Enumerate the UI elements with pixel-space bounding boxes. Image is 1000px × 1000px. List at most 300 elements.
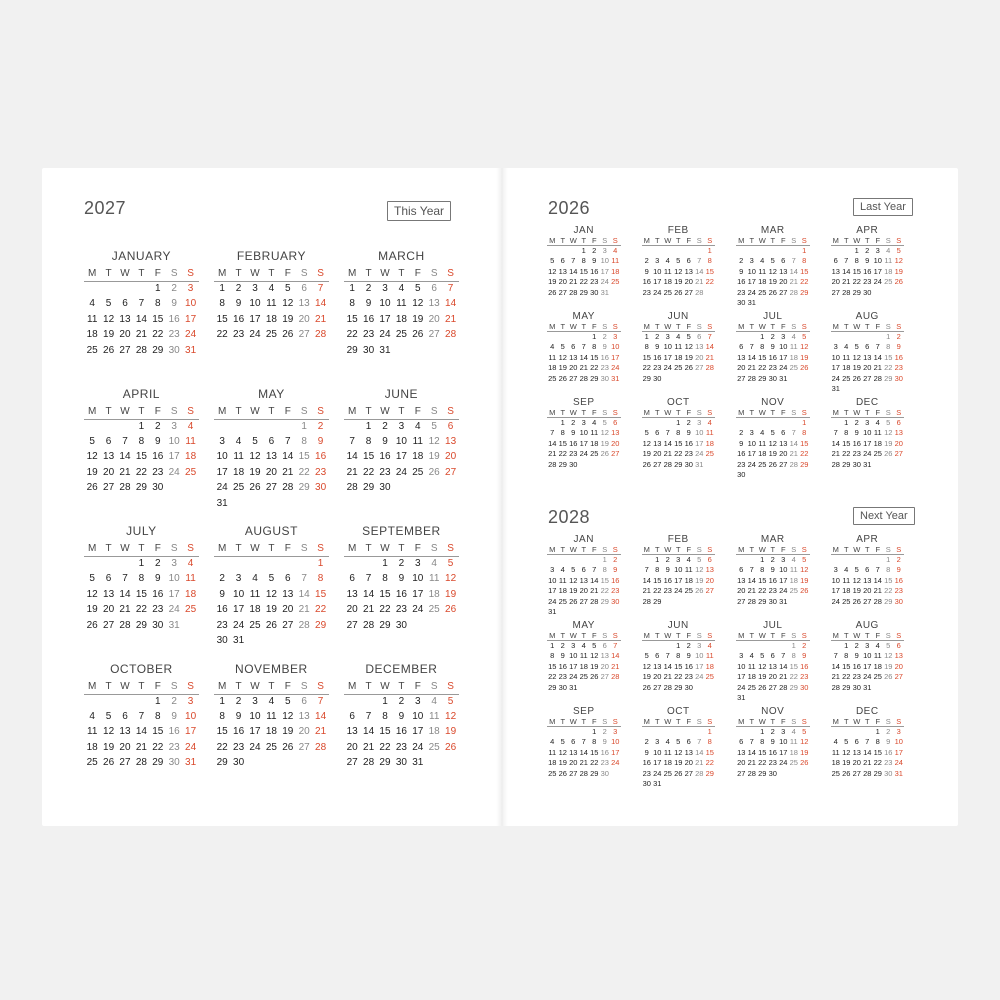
day-cell: 26 bbox=[674, 287, 683, 297]
day-cell: 21 bbox=[135, 329, 147, 341]
day-cell: 30 bbox=[884, 768, 893, 778]
day-cell: 29 bbox=[558, 459, 567, 469]
day-cell: 23 bbox=[600, 363, 609, 373]
day-cell: 20 bbox=[863, 586, 872, 596]
day-cell: 6 bbox=[447, 420, 454, 432]
day-cell: 8 bbox=[676, 651, 681, 661]
day-cell: 26 bbox=[800, 758, 809, 768]
day-cell: 23 bbox=[684, 672, 693, 682]
day-cell: 23 bbox=[233, 329, 245, 341]
day-cell: 8 bbox=[138, 573, 145, 585]
day-cell: 20 bbox=[779, 277, 788, 287]
day-cell: 17 bbox=[663, 352, 672, 362]
weekday-label: S bbox=[801, 717, 807, 726]
weekday-label: S bbox=[801, 545, 807, 554]
day-cell: 9 bbox=[155, 573, 161, 585]
day-cell: 16 bbox=[768, 575, 777, 585]
day-cell: 30 bbox=[768, 596, 777, 606]
day-cell: 6 bbox=[781, 256, 786, 266]
day-cell: 4 bbox=[886, 246, 891, 255]
day-cell: 30 bbox=[395, 757, 407, 769]
day-cell: 24 bbox=[663, 363, 672, 373]
day-cell: 21 bbox=[315, 313, 327, 325]
weekday-label: S bbox=[430, 268, 438, 279]
day-cell: 22 bbox=[884, 363, 893, 373]
weekday-label: S bbox=[707, 236, 713, 245]
weekday-label: S bbox=[300, 680, 308, 692]
day-cell: 24 bbox=[379, 329, 391, 341]
last-year-title: 2026 bbox=[548, 198, 591, 218]
day-cell: 10 bbox=[185, 710, 197, 722]
day-cell: 12 bbox=[852, 575, 861, 585]
day-cell: 10 bbox=[611, 342, 620, 352]
day-cell: 8 bbox=[854, 256, 859, 266]
day-cell: 11 bbox=[429, 710, 440, 722]
weekday-label: T bbox=[654, 545, 660, 554]
day-cell: 26 bbox=[86, 482, 98, 494]
day-cell: 9 bbox=[317, 435, 324, 447]
day-cell: 10 bbox=[185, 298, 197, 310]
day-cell: 14 bbox=[282, 451, 294, 463]
day-cell: 2 bbox=[802, 641, 807, 650]
day-cell: 10 bbox=[611, 737, 620, 747]
day-cell: 9 bbox=[896, 342, 901, 352]
weekday-rule bbox=[84, 694, 199, 695]
day-cell: 28 bbox=[873, 373, 882, 383]
day-cell: 21 bbox=[119, 466, 131, 478]
day-cell: 22 bbox=[152, 329, 164, 341]
day-cell: 26 bbox=[768, 459, 777, 469]
day-cell: 28 bbox=[119, 482, 131, 494]
day-cell: 19 bbox=[842, 758, 851, 768]
day-cell: 16 bbox=[233, 313, 245, 325]
day-cell: 14 bbox=[747, 352, 756, 362]
day-cell: 27 bbox=[346, 619, 358, 631]
day-cell: 1 bbox=[760, 332, 765, 341]
day-cell: 23 bbox=[168, 741, 180, 753]
weekday-label: W bbox=[664, 717, 672, 726]
day-cell: 29 bbox=[135, 482, 147, 494]
day-cell: 15 bbox=[135, 451, 147, 463]
weekday-label: F bbox=[875, 322, 881, 331]
weekday-label: M bbox=[738, 408, 745, 417]
day-cell: 6 bbox=[431, 283, 437, 294]
weekday-label: T bbox=[770, 631, 776, 640]
day-cell: 13 bbox=[579, 575, 588, 585]
day-cell: 19 bbox=[642, 672, 651, 682]
day-cell: 26 bbox=[282, 329, 294, 341]
day-cell: 13 bbox=[428, 298, 440, 310]
weekday-label: W bbox=[758, 545, 766, 554]
day-cell: 3 bbox=[781, 555, 786, 564]
day-cell: 14 bbox=[831, 661, 840, 671]
day-cell: 30 bbox=[590, 287, 599, 297]
day-cell: 2 bbox=[317, 420, 324, 432]
day-cell: 8 bbox=[644, 342, 649, 352]
day-cell: 3 bbox=[382, 283, 388, 294]
day-cell: 24 bbox=[831, 596, 840, 606]
day-cell: 7 bbox=[875, 565, 880, 575]
day-cell: 3 bbox=[896, 727, 901, 736]
day-cell: 2 bbox=[155, 558, 161, 569]
day-cell: 31 bbox=[653, 779, 662, 788]
day-cell: 6 bbox=[301, 695, 307, 707]
day-cell: 13 bbox=[611, 428, 620, 438]
day-cell: 18 bbox=[789, 747, 798, 757]
day-cell: 8 bbox=[875, 737, 880, 747]
day-cell: 10 bbox=[695, 428, 704, 438]
day-cell: 16 bbox=[152, 588, 164, 600]
day-cell: 2 bbox=[686, 641, 691, 650]
weekday-label: F bbox=[154, 268, 161, 279]
day-cell: 10 bbox=[379, 298, 391, 310]
day-cell: 23 bbox=[315, 466, 327, 478]
weekday-label: T bbox=[770, 322, 776, 331]
weekday-label: S bbox=[430, 543, 438, 554]
weekday-label: T bbox=[654, 322, 660, 331]
day-cell: 14 bbox=[747, 575, 756, 585]
day-cell: 5 bbox=[886, 418, 891, 427]
day-cell: 31 bbox=[894, 768, 903, 778]
day-cell: 12 bbox=[103, 726, 115, 738]
day-cell: 9 bbox=[219, 588, 225, 600]
weekday-label: S bbox=[430, 405, 438, 417]
day-cell: 6 bbox=[833, 256, 838, 266]
weekday-label: F bbox=[686, 545, 692, 554]
day-cell: 2 bbox=[602, 727, 607, 736]
day-cell: 15 bbox=[363, 451, 375, 463]
weekday-label: F bbox=[154, 543, 161, 554]
day-cell: 9 bbox=[613, 565, 618, 575]
day-cell: 3 bbox=[415, 558, 421, 569]
weekday-label: T bbox=[864, 717, 870, 726]
day-cell: 29 bbox=[135, 619, 147, 631]
day-cell: 11 bbox=[789, 342, 798, 352]
day-cell: 15 bbox=[884, 575, 893, 585]
day-cell: 20 bbox=[265, 466, 277, 478]
day-cell: 17 bbox=[168, 451, 180, 463]
day-cell: 28 bbox=[779, 682, 788, 692]
day-cell: 25 bbox=[705, 449, 714, 459]
weekday-label: T bbox=[581, 631, 587, 640]
day-cell: 6 bbox=[655, 651, 660, 661]
day-cell: 15 bbox=[135, 588, 147, 600]
day-cell: 31 bbox=[379, 344, 391, 356]
day-cell: 13 bbox=[103, 451, 115, 463]
weekday-label: T bbox=[843, 545, 849, 554]
weekday-label: M bbox=[218, 543, 227, 554]
day-cell: 19 bbox=[558, 758, 567, 768]
day-cell: 13 bbox=[298, 710, 310, 722]
day-cell: 25 bbox=[747, 682, 756, 692]
day-cell: 2 bbox=[382, 420, 388, 432]
day-cell: 18 bbox=[395, 313, 407, 325]
day-cell: 20 bbox=[298, 726, 310, 738]
day-cell: 9 bbox=[644, 266, 649, 276]
day-cell: 5 bbox=[770, 428, 775, 438]
day-cell: 1 bbox=[382, 695, 388, 707]
day-cell: 23 bbox=[363, 329, 375, 341]
weekday-label: S bbox=[317, 268, 324, 279]
weekday-label: T bbox=[560, 545, 566, 554]
day-cell: 2 bbox=[770, 555, 775, 564]
day-cell: 5 bbox=[644, 651, 649, 661]
day-cell: 27 bbox=[265, 482, 277, 494]
day-cell: 18 bbox=[758, 277, 767, 287]
day-cell: 12 bbox=[884, 651, 893, 661]
day-cell: 21 bbox=[695, 277, 704, 287]
day-cell: 1 bbox=[676, 418, 681, 427]
day-cell: 28 bbox=[831, 682, 840, 692]
day-cell: 28 bbox=[789, 287, 798, 297]
day-cell: 22 bbox=[884, 586, 893, 596]
day-cell: 27 bbox=[119, 344, 131, 356]
month-name: MAR bbox=[760, 534, 785, 545]
day-cell: 30 bbox=[800, 682, 809, 692]
day-cell: 7 bbox=[749, 342, 754, 352]
month-name: OCTOBER bbox=[110, 661, 173, 676]
day-cell: 8 bbox=[655, 565, 660, 575]
day-cell: 5 bbox=[447, 695, 454, 707]
weekday-label: T bbox=[770, 236, 776, 245]
day-cell: 12 bbox=[558, 747, 567, 757]
day-cell: 19 bbox=[558, 363, 567, 373]
day-cell: 19 bbox=[852, 586, 861, 596]
day-cell: 1 bbox=[317, 558, 324, 569]
day-cell: 5 bbox=[89, 573, 95, 585]
weekday-label: S bbox=[696, 545, 702, 554]
day-cell: 15 bbox=[800, 266, 809, 276]
day-cell: 30 bbox=[863, 287, 872, 297]
day-cell: 14 bbox=[579, 352, 588, 362]
day-cell: 29 bbox=[674, 682, 683, 692]
day-cell: 6 bbox=[268, 435, 275, 447]
day-cell: 16 bbox=[800, 661, 809, 671]
weekday-label: S bbox=[896, 631, 902, 640]
weekday-label: F bbox=[780, 545, 786, 554]
day-cell: 22 bbox=[600, 586, 609, 596]
day-cell: 13 bbox=[684, 266, 693, 276]
day-cell: 14 bbox=[695, 266, 704, 276]
weekday-label: F bbox=[414, 543, 421, 554]
weekday-label: S bbox=[187, 268, 194, 279]
weekday-label: W bbox=[250, 543, 260, 554]
weekday-label: W bbox=[853, 408, 861, 417]
day-cell: 21 bbox=[831, 449, 840, 459]
day-cell: 3 bbox=[833, 342, 838, 352]
weekday-label: S bbox=[791, 322, 797, 331]
day-cell: 28 bbox=[298, 619, 310, 631]
day-cell: 3 bbox=[252, 695, 258, 707]
month-name: AUG bbox=[855, 311, 879, 322]
day-cell: 6 bbox=[697, 332, 702, 341]
day-cell: 8 bbox=[155, 710, 161, 722]
day-cell: 10 bbox=[674, 565, 683, 575]
day-cell: 10 bbox=[395, 435, 407, 447]
day-cell: 5 bbox=[571, 565, 576, 575]
day-cell: 22 bbox=[653, 586, 662, 596]
weekday-label: T bbox=[268, 268, 275, 279]
day-cell: 21 bbox=[663, 672, 672, 682]
day-cell: 23 bbox=[642, 768, 651, 778]
day-cell: 20 bbox=[579, 586, 588, 596]
day-cell: 8 bbox=[219, 298, 225, 310]
day-cell: 16 bbox=[863, 266, 872, 276]
day-cell: 14 bbox=[873, 575, 882, 585]
weekday-label: M bbox=[643, 631, 650, 640]
day-cell: 24 bbox=[653, 287, 662, 297]
weekday-label: T bbox=[654, 236, 660, 245]
day-cell: 5 bbox=[844, 737, 849, 747]
day-cell: 21 bbox=[298, 604, 310, 616]
day-cell: 2 bbox=[560, 641, 565, 650]
day-cell: 20 bbox=[611, 438, 620, 448]
day-cell: 16 bbox=[894, 575, 903, 585]
day-cell: 13 bbox=[569, 352, 578, 362]
weekday-label: T bbox=[581, 717, 587, 726]
day-cell: 14 bbox=[363, 588, 375, 600]
day-cell: 15 bbox=[152, 726, 164, 738]
day-cell: 27 bbox=[894, 449, 903, 459]
weekday-label: M bbox=[832, 408, 839, 417]
day-cell: 19 bbox=[758, 672, 767, 682]
day-cell: 12 bbox=[884, 428, 893, 438]
weekday-label: F bbox=[284, 543, 291, 554]
day-cell: 22 bbox=[379, 741, 391, 753]
day-cell: 4 bbox=[252, 573, 258, 585]
day-cell: 28 bbox=[590, 596, 599, 606]
day-cell: 9 bbox=[770, 737, 775, 747]
month-name: SEP bbox=[572, 706, 595, 717]
day-cell: 20 bbox=[894, 438, 903, 448]
weekday-label: M bbox=[88, 680, 97, 692]
day-cell: 2 bbox=[854, 641, 859, 650]
weekday-label: T bbox=[560, 717, 566, 726]
day-cell: 8 bbox=[317, 573, 324, 585]
day-cell: 26 bbox=[412, 329, 424, 341]
day-cell: 26 bbox=[642, 682, 651, 692]
day-cell: 9 bbox=[602, 342, 607, 352]
day-cell: 6 bbox=[854, 737, 859, 747]
day-cell: 26 bbox=[103, 757, 115, 769]
day-cell: 15 bbox=[642, 352, 651, 362]
day-cell: 8 bbox=[581, 256, 586, 266]
day-cell: 10 bbox=[233, 588, 245, 600]
day-cell: 6 bbox=[896, 641, 901, 650]
day-cell: 21 bbox=[315, 726, 327, 738]
weekday-label: T bbox=[365, 543, 372, 554]
day-cell: 19 bbox=[249, 466, 261, 478]
day-cell: 9 bbox=[770, 342, 775, 352]
weekday-label: F bbox=[875, 236, 881, 245]
day-cell: 31 bbox=[831, 384, 840, 393]
weekday-label: S bbox=[602, 408, 608, 417]
day-cell: 16 bbox=[737, 277, 746, 287]
day-cell: 23 bbox=[168, 329, 180, 341]
month-name: JANUARY bbox=[111, 249, 172, 263]
month-name: JUN bbox=[667, 620, 689, 631]
day-cell: 6 bbox=[865, 342, 870, 352]
day-cell: 8 bbox=[802, 256, 807, 266]
day-cell: 22 bbox=[558, 449, 567, 459]
day-cell: 16 bbox=[558, 661, 567, 671]
day-cell: 14 bbox=[119, 588, 131, 600]
day-cell: 14 bbox=[569, 266, 578, 276]
day-cell: 17 bbox=[611, 747, 620, 757]
month-name: FEBRUARY bbox=[236, 249, 306, 263]
day-cell: 26 bbox=[548, 287, 557, 297]
day-cell: 26 bbox=[800, 363, 809, 373]
day-cell: 2 bbox=[854, 418, 859, 427]
day-cell: 4 bbox=[791, 332, 796, 341]
weekday-label: W bbox=[853, 545, 861, 554]
weekday-label: M bbox=[348, 680, 357, 692]
day-cell: 22 bbox=[852, 277, 861, 287]
day-cell: 28 bbox=[315, 741, 327, 753]
day-cell: 21 bbox=[747, 586, 756, 596]
weekday-label: T bbox=[864, 322, 870, 331]
day-cell: 3 bbox=[415, 695, 421, 707]
day-cell: 11 bbox=[233, 451, 244, 463]
weekday-label: T bbox=[365, 680, 372, 692]
day-cell: 21 bbox=[779, 672, 788, 682]
day-cell: 20 bbox=[428, 313, 440, 325]
day-cell: 10 bbox=[873, 256, 882, 266]
weekday-label: T bbox=[268, 405, 275, 417]
day-cell: 1 bbox=[301, 420, 307, 432]
day-cell: 17 bbox=[600, 266, 609, 276]
day-cell: 9 bbox=[602, 737, 607, 747]
weekday-label: M bbox=[738, 631, 745, 640]
day-cell: 19 bbox=[445, 588, 457, 600]
day-cell: 5 bbox=[676, 737, 681, 747]
day-cell: 24 bbox=[611, 758, 620, 768]
weekday-label: W bbox=[758, 236, 766, 245]
day-cell: 23 bbox=[395, 741, 407, 753]
day-cell: 28 bbox=[315, 329, 327, 341]
month-name: DECEMBER bbox=[365, 661, 438, 676]
day-cell: 10 bbox=[831, 575, 840, 585]
day-cell: 24 bbox=[600, 277, 609, 287]
day-cell: 27 bbox=[579, 596, 588, 606]
day-cell: 20 bbox=[779, 449, 788, 459]
day-cell: 14 bbox=[548, 438, 557, 448]
day-cell: 1 bbox=[886, 332, 891, 341]
day-cell: 7 bbox=[581, 342, 586, 352]
day-cell: 17 bbox=[412, 588, 424, 600]
day-cell: 19 bbox=[768, 449, 777, 459]
day-cell: 8 bbox=[760, 342, 765, 352]
day-cell: 23 bbox=[663, 586, 672, 596]
day-cell: 9 bbox=[686, 428, 691, 438]
weekday-label: T bbox=[654, 717, 660, 726]
day-cell: 26 bbox=[768, 287, 777, 297]
day-cell: 13 bbox=[569, 747, 578, 757]
day-cell: 31 bbox=[216, 497, 228, 509]
day-cell: 27 bbox=[894, 672, 903, 682]
day-cell: 29 bbox=[842, 459, 851, 469]
day-cell: 28 bbox=[282, 482, 294, 494]
weekday-label: S bbox=[707, 631, 713, 640]
weekday-label: F bbox=[591, 322, 597, 331]
day-cell: 19 bbox=[103, 329, 115, 341]
day-cell: 22 bbox=[379, 604, 391, 616]
day-cell: 29 bbox=[800, 459, 809, 469]
day-cell: 7 bbox=[365, 573, 372, 585]
day-cell: 28 bbox=[445, 329, 457, 341]
day-cell: 1 bbox=[644, 332, 649, 341]
day-cell: 29 bbox=[152, 757, 164, 769]
